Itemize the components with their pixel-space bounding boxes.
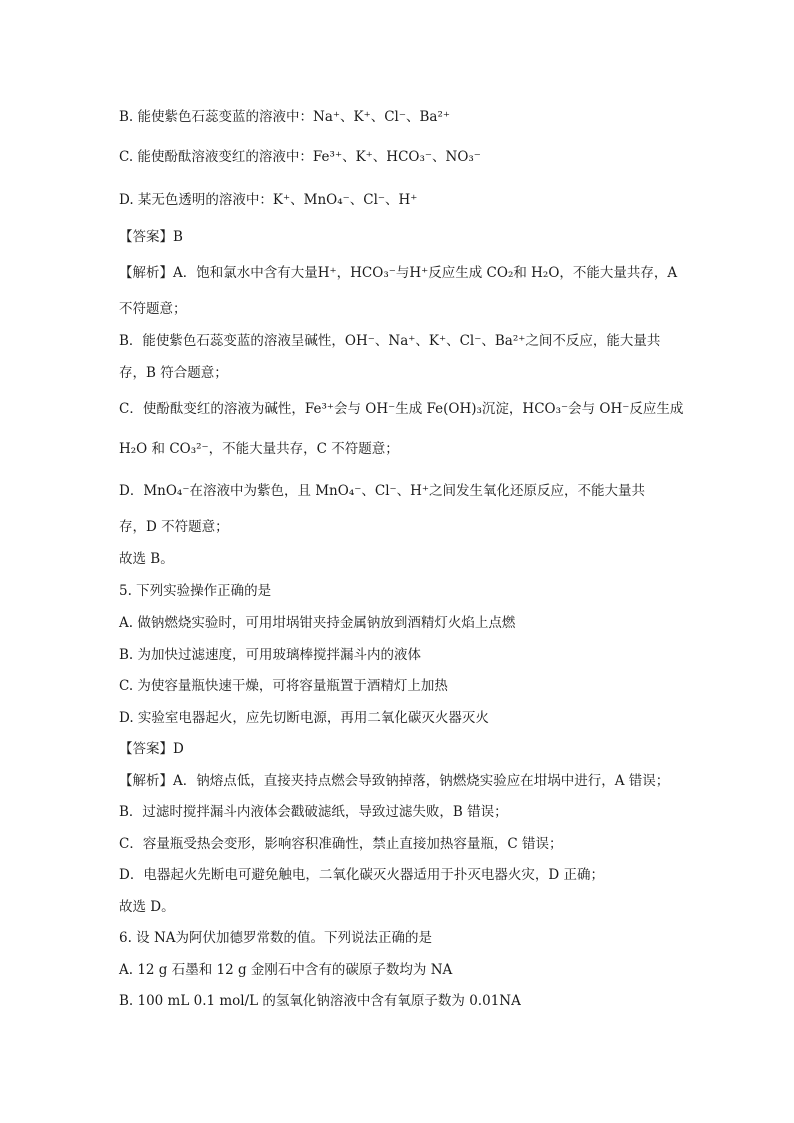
question-stem: 6. 设 NA为阿伏加德罗常数的值。下列说法正确的是 bbox=[119, 930, 433, 946]
analysis-line: 存，D 不符题意； bbox=[119, 519, 229, 535]
option-b-line: B. 能使紫色石蕊变蓝的溶液中：Na⁺、K⁺、Cl⁻、Ba²⁺ bbox=[119, 109, 450, 125]
conclusion-line: 故选 B。 bbox=[119, 551, 174, 567]
analysis-line: 【解析】A．饱和氯水中含有大量H⁺，HCO₃⁻与H⁺反应生成 CO₂和 H₂O，不能大量共存，A bbox=[119, 265, 678, 281]
option-a-line: A. 12 g 石墨和 12 g 金刚石中含有的碳原子数均为 NA bbox=[119, 962, 453, 978]
option-c-line: C. 为使容量瓶快速干燥，可将容量瓶置于酒精灯上加热 bbox=[119, 678, 448, 694]
analysis-line: D．MnO₄⁻在溶液中为紫色，且 MnO₄⁻、Cl⁻、H⁺之间发生氧化还原反应，不能大量共 bbox=[119, 483, 646, 499]
analysis-line: B．过滤时搅拌漏斗内液体会戳破滤纸，导致过滤失败，B 错误； bbox=[119, 804, 508, 820]
option-d-line: D. 实验室电器起火，应先切断电源，再用二氧化碳灭火器灭火 bbox=[119, 710, 489, 726]
analysis-line: 不符题意； bbox=[119, 301, 187, 317]
option-b-line: B. 为加快过滤速度，可用玻璃棒搅拌漏斗内的液体 bbox=[119, 647, 422, 663]
option-d-line: D. 某无色透明的溶液中：K⁺、MnO₄⁻、Cl⁻、H⁺ bbox=[119, 192, 418, 208]
conclusion-line: 故选 D。 bbox=[119, 899, 175, 915]
analysis-line: D．电器起火先断电可避免触电，二氧化碳灭火器适用于扑灭电器火灾，D 正确； bbox=[119, 867, 604, 883]
analysis-line: 存，B 符合题意； bbox=[119, 365, 228, 381]
option-a-line: A. 做钠燃烧实验时，可用坩埚钳夹持金属钠放到酒精灯火焰上点燃 bbox=[119, 615, 516, 631]
question-stem: 5. 下列实验操作正确的是 bbox=[119, 583, 272, 599]
answer-line: 【答案】D bbox=[119, 741, 184, 757]
analysis-line: C．容量瓶受热会变形，影响容积准确性，禁止直接加热容量瓶，C 错误； bbox=[119, 836, 563, 852]
analysis-line: 【解析】A．钠熔点低，直接夹持点燃会导致钠掉落，钠燃烧实验应在坩埚中进行，A 错误； bbox=[119, 773, 670, 789]
option-b-line: B. 100 mL 0.1 mol/L 的氢氧化钠溶液中含有氧原子数为 0.01NA bbox=[119, 993, 521, 1009]
option-c-line: C. 能使酚酞溶液变红的溶液中：Fe³⁺、K⁺、HCO₃⁻、NO₃⁻ bbox=[119, 149, 481, 165]
analysis-line: B．能使紫色石蕊变蓝的溶液呈碱性，OH⁻、Na⁺、K⁺、Cl⁻、Ba²⁺之间不反应，能大量共 bbox=[119, 333, 661, 349]
analysis-line: C．使酚酞变红的溶液为碱性，Fe³⁺会与 OH⁻生成 Fe(OH)₃沉淀，HCO₃⁻会与 OH⁻反应生成 bbox=[119, 401, 684, 417]
analysis-line: H₂O 和 CO₃²⁻，不能大量共存，C 不符题意； bbox=[119, 441, 399, 457]
answer-line: 【答案】B bbox=[119, 229, 183, 245]
